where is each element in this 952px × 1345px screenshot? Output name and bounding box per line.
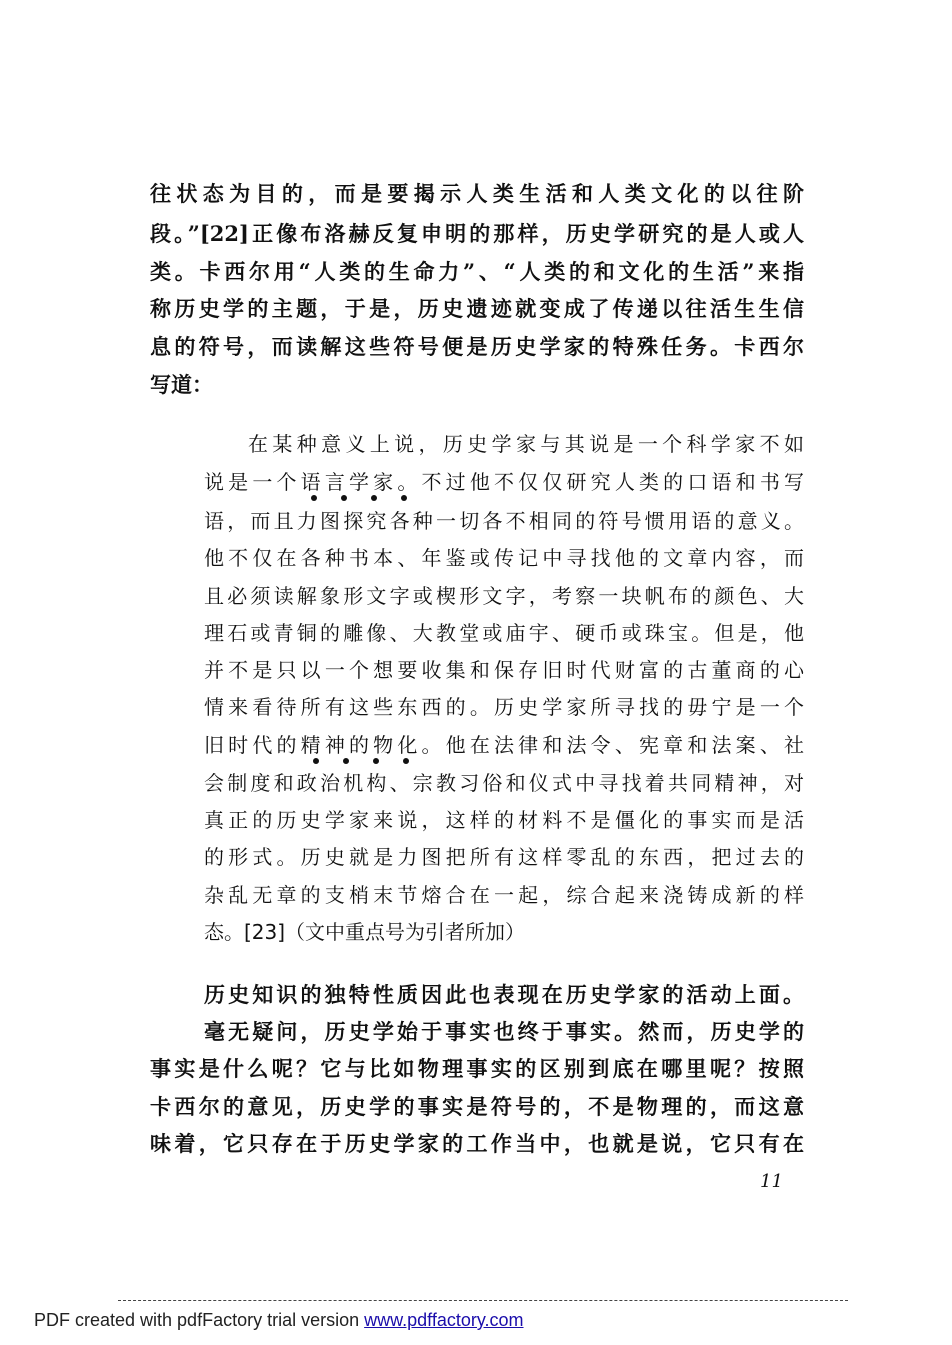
footer-text: PDF created with pdfFactory trial version — [34, 1310, 365, 1330]
body-line-3: 类。卡西尔用“人类的生命力”、“人类的和文化的生活”来指 — [150, 259, 804, 284]
body-line-8: 毫无疑问，历史学始于事实也终于事实。然而，历史学的 — [204, 1019, 804, 1044]
body-line-11: 味着，它只存在于历史学家的工作当中，也就是说，它只有在 — [150, 1131, 804, 1156]
quote-line-3: 语，而且力图探究各种一切各不相同的符号惯用语的意义。 — [204, 509, 804, 533]
emphasis-dot — [401, 495, 407, 501]
body-line-5: 息的符号，而读解这些符号便是历史学家的特殊任务。卡西尔 — [150, 334, 804, 359]
body-line-4: 称历史学的主题，于是，历史遗迹就变成了传递以往活生生信 — [150, 296, 804, 321]
quote-line-12: 的形式。历史就是力图把所有这样零乱的东西，把过去的 — [204, 845, 804, 869]
quote-line-4: 他不仅在各种书本、年鉴或传记中寻找他的文章内容，而 — [204, 546, 804, 570]
quote-line-7: 并不是只以一个想要收集和保存旧时代财富的古董商的心 — [204, 658, 804, 682]
body-line-1: 往状态为目的，而是要揭示人类生活和人类文化的以往阶 — [150, 181, 804, 206]
emphasis-dot — [371, 495, 377, 501]
body-line-6: 写道： — [150, 372, 213, 397]
emphasis-dot — [373, 758, 379, 764]
emphasis-dot — [341, 495, 347, 501]
quote-line-2: 说是一个语言学家。不过他不仅仅研究人类的口语和书写 — [204, 470, 804, 494]
emphasis-dot — [311, 495, 317, 501]
footer-link[interactable]: www.pdffactory.com — [364, 1310, 524, 1330]
emphasis-dot — [403, 758, 409, 764]
quote-line-11: 真正的历史学家来说，这样的材料不是僵化的事实而是活 — [204, 808, 804, 832]
quote-line-6: 理石或青铜的雕像、大教堂或庙宇、硬币或珠宝。但是，他 — [204, 621, 804, 645]
body-line-9: 事实是什么呢？它与比如物理事实的区别到底在哪里呢？按照 — [150, 1056, 804, 1081]
emphasis-dot — [343, 758, 349, 764]
quote-line-13: 杂乱无章的支梢末节熔合在一起，综合起来浇铸成新的样 — [204, 883, 804, 907]
bottom-rule — [118, 1300, 848, 1301]
quote-line-14: 态。[23]（文中重点号为引者所加） — [204, 920, 526, 944]
emphasis-dot — [313, 758, 319, 764]
quote-line-9: 旧时代的精神的物化。他在法律和法令、宪章和法案、社 — [204, 733, 804, 757]
quote-line-5: 且必须读解象形文字或楔形文字，考察一块帆布的颜色、大 — [204, 584, 804, 608]
quote-line-1: 在某种意义上说，历史学家与其说是一个科学家不如 — [248, 432, 804, 456]
body-line-2: 段。”[22]正像布洛赫反复申明的那样，历史学研究的是人或人 — [150, 221, 804, 246]
page-number: 11 — [760, 1171, 783, 1192]
quote-line-10: 会制度和政治机构、宗教习俗和仪式中寻找着共同精神，对 — [204, 771, 804, 795]
quote-line-8: 情来看待所有这些东西的。历史学家所寻找的毋宁是一个 — [204, 695, 804, 719]
pdf-footer — [34, 1310, 524, 1331]
body-line-7: 历史知识的独特性质因此也表现在历史学家的活动上面。 — [204, 982, 804, 1007]
body-line-10: 卡西尔的意见，历史学的事实是符号的，不是物理的，而这意 — [150, 1094, 804, 1119]
